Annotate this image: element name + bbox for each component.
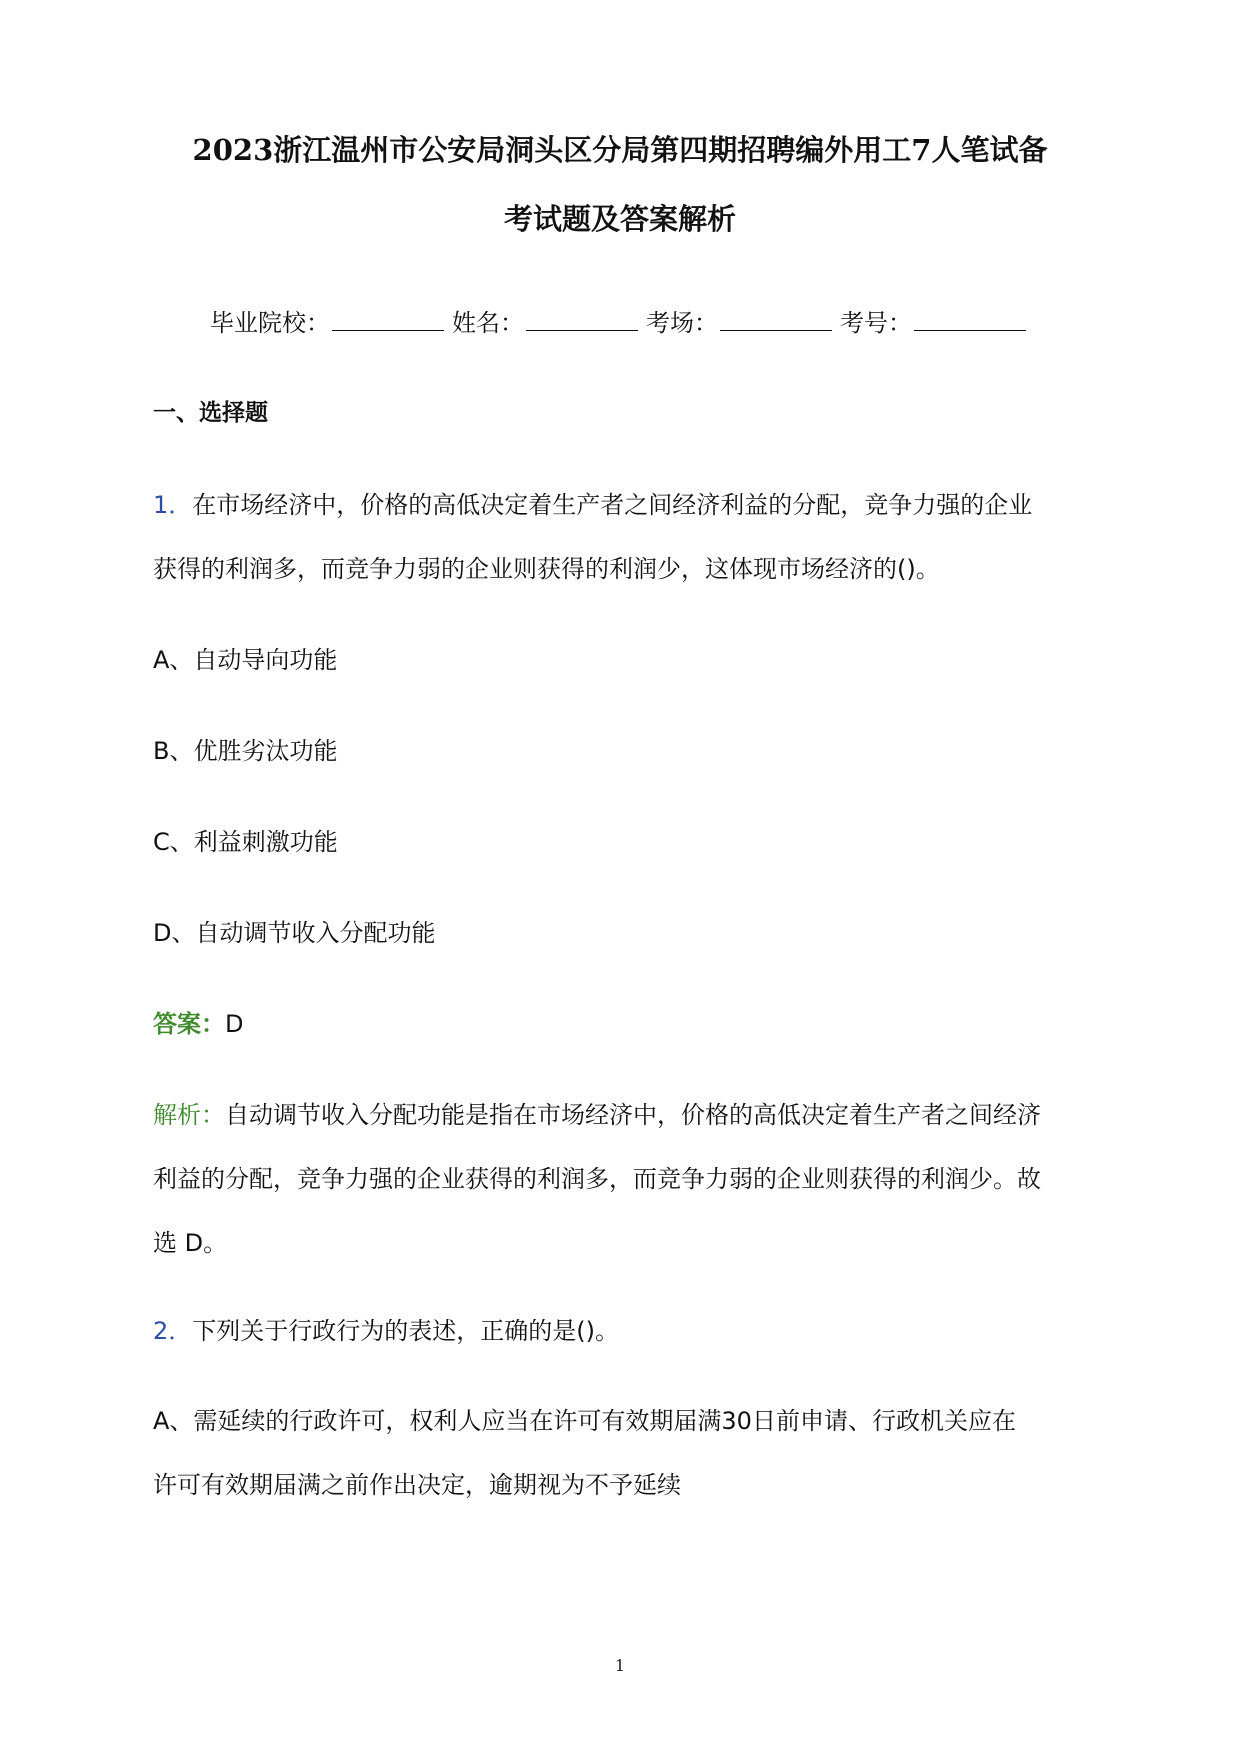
info-field-name xyxy=(452,306,638,340)
analysis-line xyxy=(153,1083,1083,1147)
document-title-line-2: 考试题及答案解析 xyxy=(503,202,736,236)
analysis-label: 解析： xyxy=(153,1101,225,1129)
analysis-line: 选 D。 xyxy=(153,1229,228,1257)
question-1-stem-line xyxy=(153,473,1083,537)
question-1-option-d: D、自动调节收入分配功能 xyxy=(153,919,436,947)
question-1-number: 1． xyxy=(153,491,193,519)
info-field-exam-room xyxy=(646,306,832,340)
question-1-option-b: B、优胜劣汰功能 xyxy=(153,737,338,765)
info-blank-exam-number xyxy=(914,306,1026,331)
candidate-info-row xyxy=(210,306,1030,340)
question-1-option-c: C、利益刺激功能 xyxy=(153,828,338,856)
question-1-option-a: A、自动导向功能 xyxy=(153,646,338,674)
question-1-stem-line: 获得的利润多，而竞争力弱的企业则获得的利润少，这体现市场经济的()。 xyxy=(153,555,940,583)
info-blank-exam-room xyxy=(720,306,832,331)
answer-value: D xyxy=(225,1010,244,1038)
info-label-school: 毕业院校： xyxy=(210,309,330,337)
section-title: 一、选择题 xyxy=(153,400,268,426)
page-number: 1 xyxy=(614,1656,626,1675)
option-line: 许可有效期届满之前作出决定，逾期视为不予延续 xyxy=(153,1471,681,1499)
info-label-exam-number: 考号： xyxy=(840,309,912,337)
option-line: A、需延续的行政许可，权利人应当在许可有效期届满30日前申请、行政机关应在 xyxy=(153,1407,1016,1435)
document-title-line-1: 2023浙江温州市公安局洞头区分局第四期招聘编外用工7人笔试备 xyxy=(192,133,1048,167)
info-label-name: 姓名： xyxy=(452,309,524,337)
question-2-stem xyxy=(153,1299,1083,1363)
question-1-stem-text: 在市场经济中，价格的高低决定着生产者之间经济利益的分配，竞争力强的企业 xyxy=(192,491,1033,519)
answer-label: 答案： xyxy=(153,1010,225,1038)
question-2-number: 2． xyxy=(153,1317,193,1345)
info-field-exam-number xyxy=(840,306,1026,340)
info-blank-name xyxy=(526,306,638,331)
question-2-stem-line xyxy=(153,1299,1083,1363)
question-1-stem xyxy=(153,473,1083,601)
info-label-exam-room: 考场： xyxy=(646,309,718,337)
info-field-school xyxy=(210,306,444,340)
question-1-analysis xyxy=(153,1083,1083,1275)
analysis-line: 利益的分配，竞争力强的企业获得的利润多，而竞争力弱的企业则获得的利润少。故 xyxy=(153,1165,1041,1193)
analysis-text: 自动调节收入分配功能是指在市场经济中，价格的高低决定着生产者之间经济 xyxy=(225,1101,1041,1129)
info-blank-school xyxy=(332,306,444,331)
question-2-option-a xyxy=(153,1389,1083,1517)
question-1-answer xyxy=(153,992,1083,1056)
question-2-stem-text: 下列关于行政行为的表述，正确的是()。 xyxy=(192,1317,620,1345)
